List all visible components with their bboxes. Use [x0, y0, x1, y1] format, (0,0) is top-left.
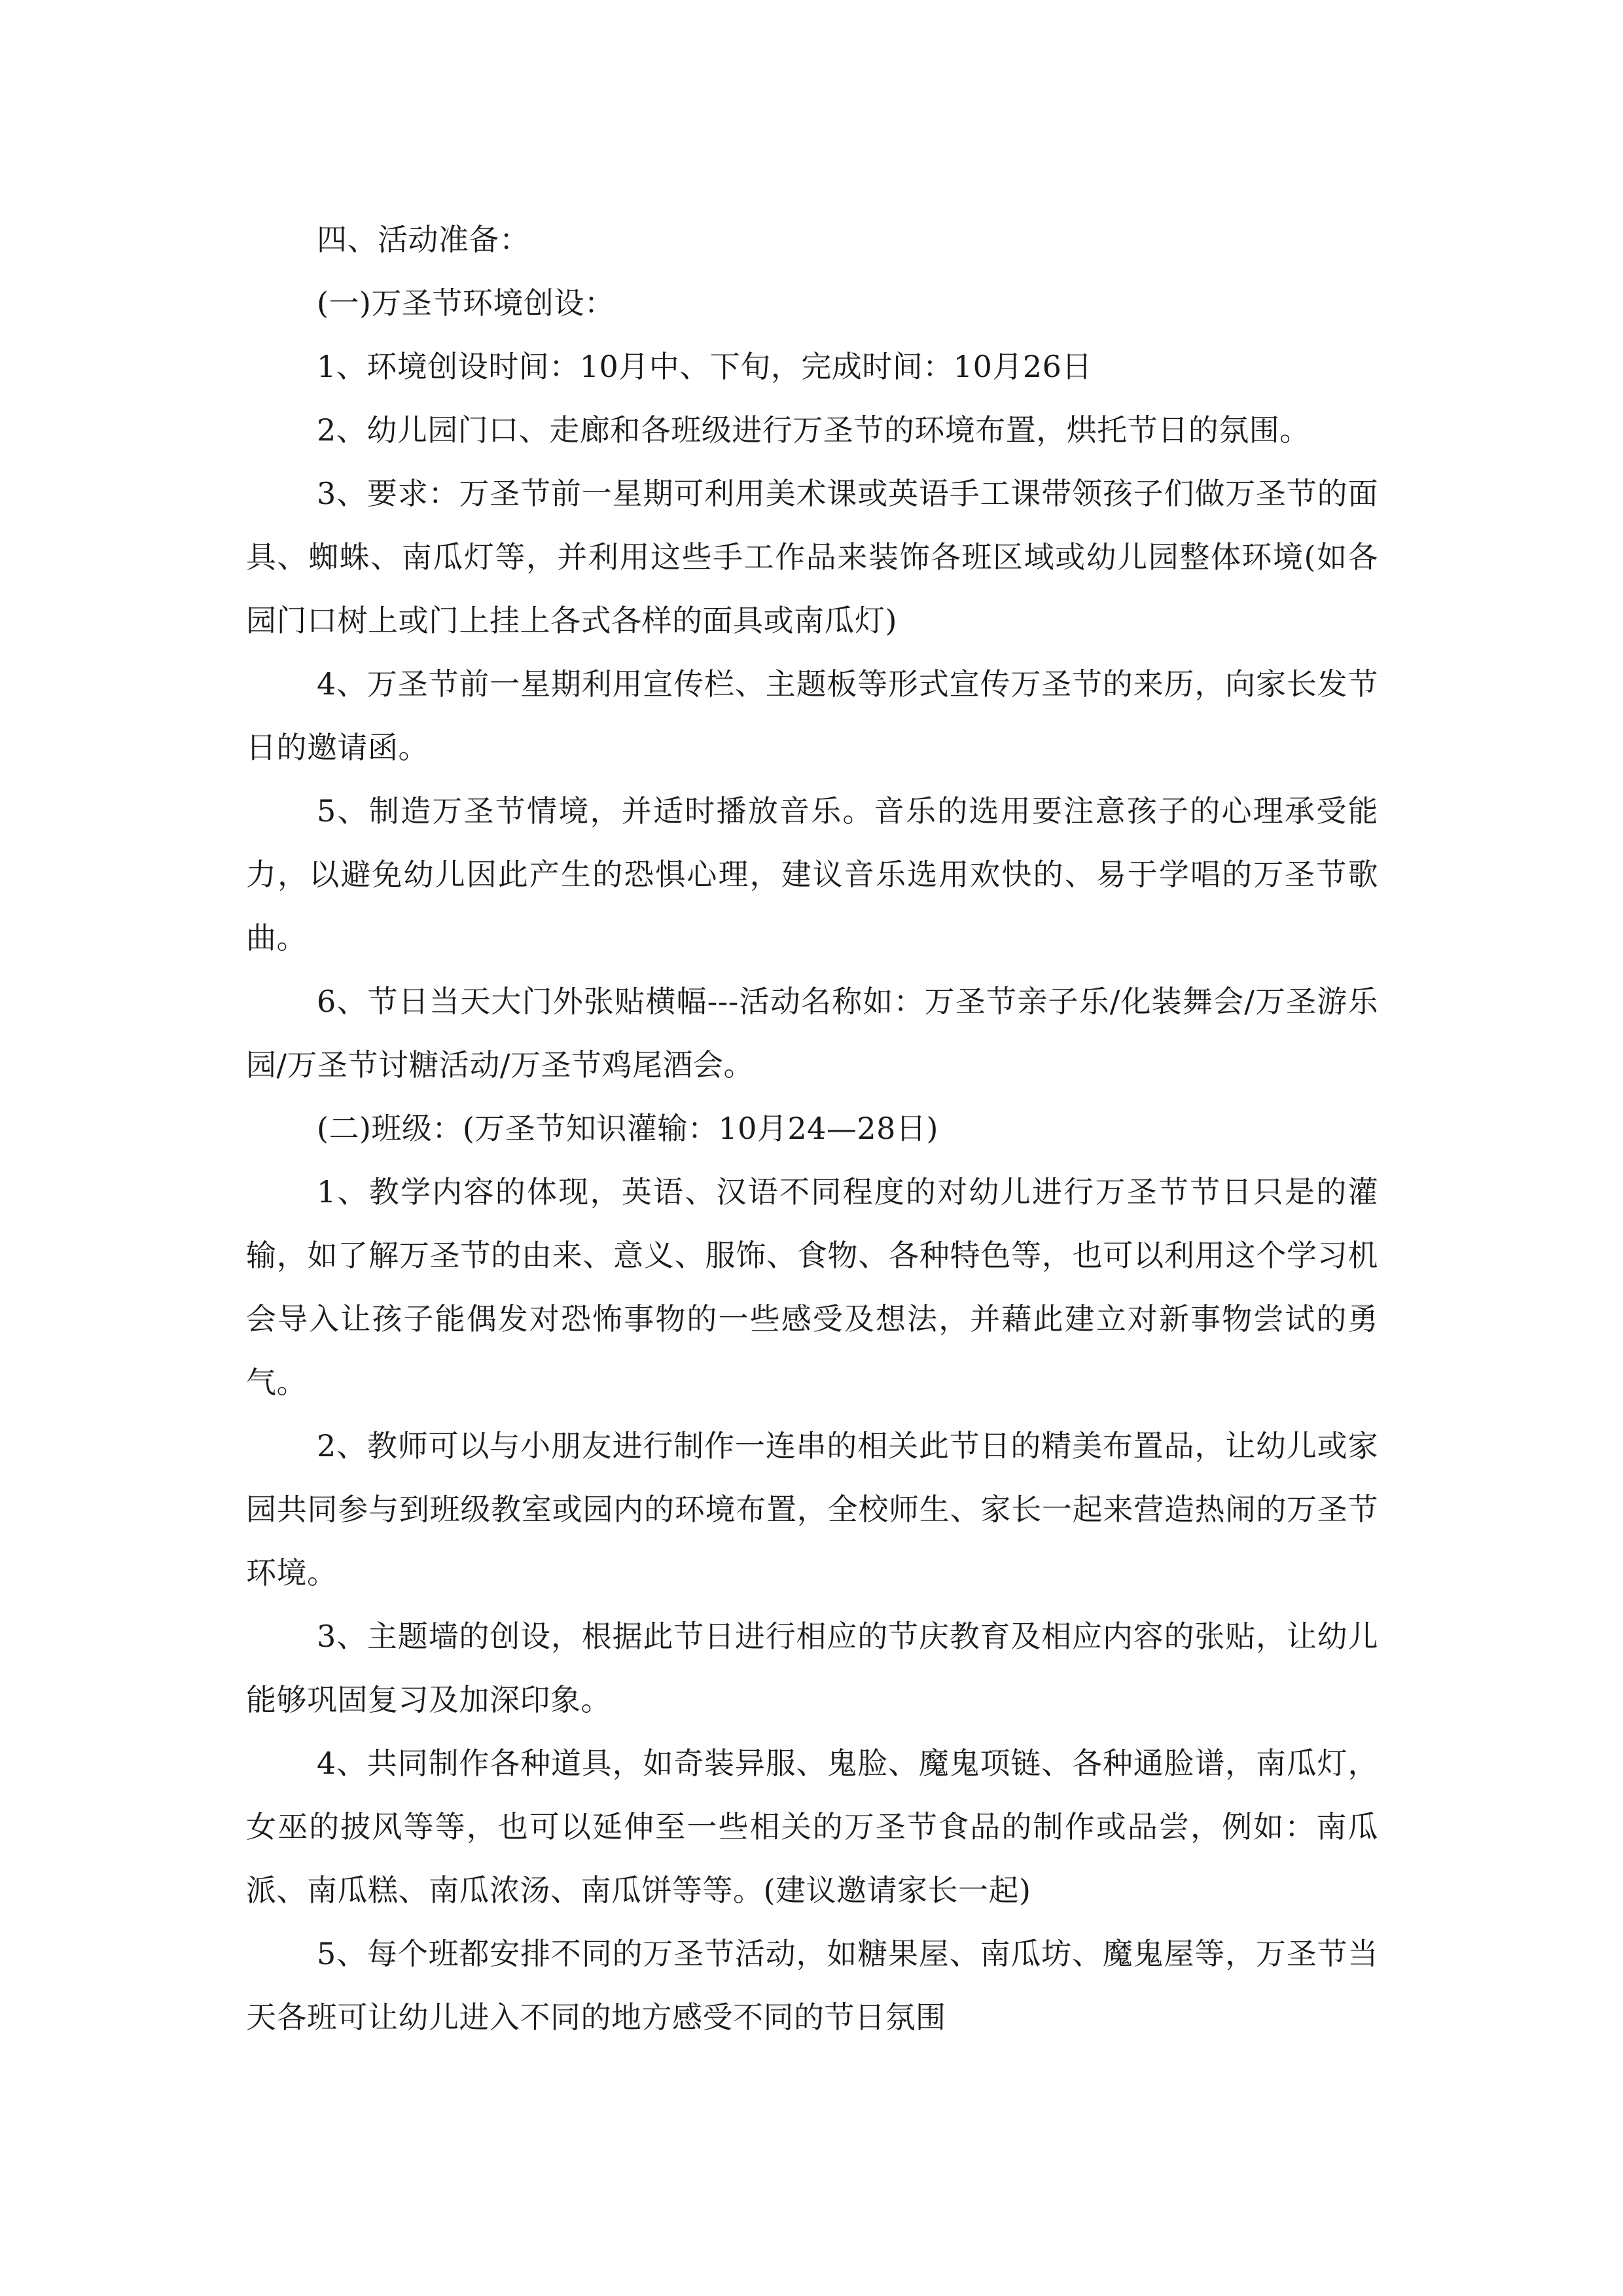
- document-body: [246, 208, 1378, 2049]
- paragraph: 1、环境创设时间：10月中、下旬，完成时间：10月26日: [317, 349, 1092, 384]
- paragraph: 3、主题墙的创设，根据此节日进行相应的节庆教育及相应内容的张贴，让幼儿能够巩固复习及加深印象。: [246, 1619, 1378, 1717]
- paragraph: 4、共同制作各种道具，如奇装异服、鬼脸、魔鬼项链、各种通脸谱，南瓜灯，女巫的披风等等，也可以延伸至一些相关的万圣节食品的制作或品尝，例如：南瓜派、南瓜糕、南瓜浓汤、南瓜饼等等。(建议邀请家长一起): [246, 1746, 1378, 1908]
- paragraph: 6、节日当天大门外张贴横幅---活动名称如：万圣节亲子乐/化装舞会/万圣游乐园/万圣节讨糖活动/万圣节鸡尾酒会。: [246, 984, 1378, 1083]
- paragraph: 4、万圣节前一星期利用宣传栏、主题板等形式宣传万圣节的来历，向家长发节日的邀请函。: [246, 666, 1378, 765]
- subsection-heading: (二)班级：(万圣节知识灌输：10月24—28日): [317, 1111, 938, 1146]
- paragraph: 2、幼儿园门口、走廊和各班级进行万圣节的环境布置，烘托节日的氛围。: [317, 412, 1310, 448]
- paragraph: 2、教师可以与小朋友进行制作一连串的相关此节日的精美布置品，让幼儿或家园共同参与到班级教室或园内的环境布置，全校师生、家长一起来营造热闹的万圣节环境。: [246, 1428, 1378, 1590]
- paragraph: 5、每个班都安排不同的万圣节活动，如糖果屋、南瓜坊、魔鬼屋等，万圣节当天各班可让幼儿进入不同的地方感受不同的节日氛围: [246, 1936, 1378, 2035]
- paragraph: 3、要求：万圣节前一星期可利用美术课或英语手工课带领孩子们做万圣节的面具、蜘蛛、南瓜灯等，并利用这些手工作品来装饰各班区域或幼儿园整体环境(如各园门口树上或门上挂上各式各样的面具或南瓜灯): [246, 476, 1378, 638]
- subsection-heading: (一)万圣节环境创设：: [317, 285, 615, 321]
- paragraph: 5、制造万圣节情境，并适时播放音乐。音乐的选用要注意孩子的心理承受能力，以避免幼儿因此产生的恐惧心理，建议音乐选用欢快的、易于学唱的万圣节歌曲。: [246, 793, 1378, 956]
- section-heading: 四、活动准备：: [317, 222, 530, 257]
- paragraph: 1、教学内容的体现，英语、汉语不同程度的对幼儿进行万圣节节日只是的灌输，如了解万圣节的由来、意义、服饰、食物、各种特色等，也可以利用这个学习机会导入让孩子能偶发对恐怖事物的一些感受及想法，并藉此建立对新事物尝试的勇气。: [246, 1174, 1378, 1400]
